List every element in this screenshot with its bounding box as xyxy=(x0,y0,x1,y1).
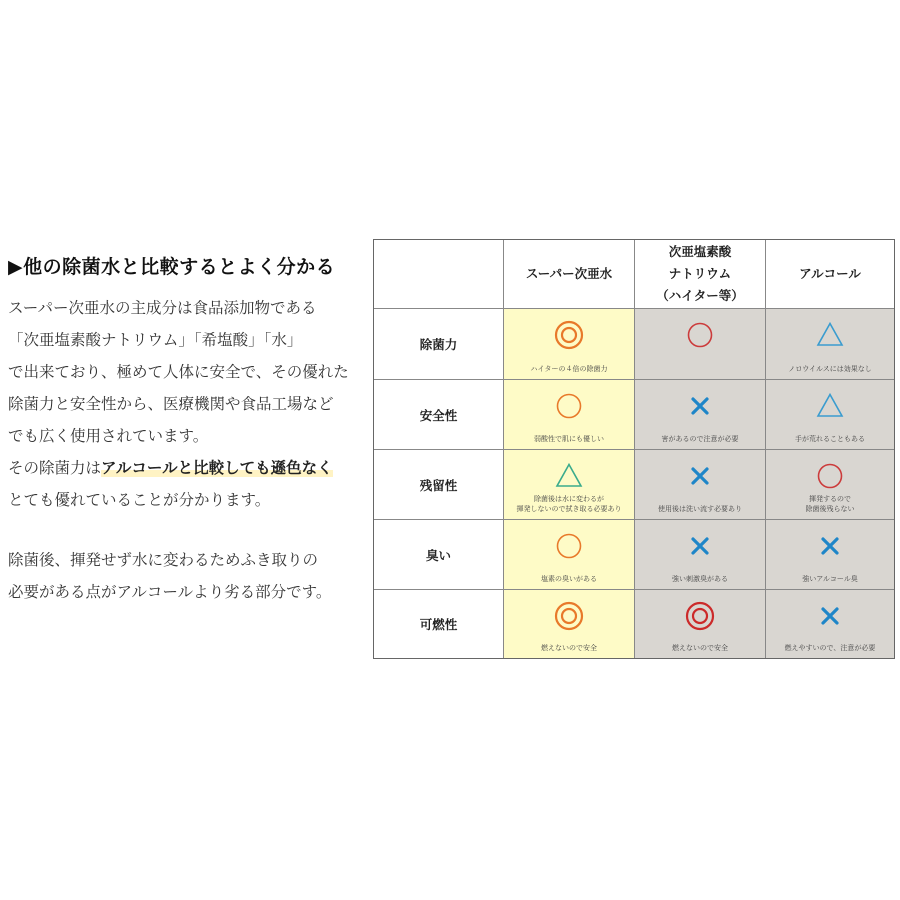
circle-icon xyxy=(685,320,715,350)
table-cell xyxy=(504,309,635,380)
circle-icon xyxy=(554,391,584,421)
body-line: でも広く使用されています。 xyxy=(8,427,209,445)
table-cell xyxy=(504,380,635,450)
table-cell xyxy=(635,450,766,520)
table-cell xyxy=(504,450,635,520)
emphasis-line xyxy=(8,452,370,484)
circle-icon xyxy=(554,531,584,561)
body-line: 「次亜塩素酸ナトリウム」「希塩酸」「水」 xyxy=(8,331,303,349)
cross-icon xyxy=(815,531,845,561)
body-line: 除菌後、揮発せず水に変わるためふき取りの xyxy=(8,551,319,569)
cell-note xyxy=(504,494,634,514)
cell-note-line: ハイターの４倍の除菌力 xyxy=(530,365,608,373)
double-circle-icon xyxy=(554,320,584,350)
cell-note-line: 使用後は洗い流す必要あり xyxy=(658,505,742,513)
cell-note-line: 強いアルコール臭 xyxy=(802,575,858,583)
cell-note xyxy=(504,574,634,584)
emphasis-highlight: アルコールと比較しても遜色なく xyxy=(101,459,333,477)
cell-note-line: ノロウイルスには効果なし xyxy=(788,365,872,373)
cell-note xyxy=(766,434,894,444)
cell-note-line: 弱酸性で肌にも優しい xyxy=(534,435,604,443)
column-header xyxy=(635,240,766,309)
row-label: 除菌力 xyxy=(374,309,504,380)
cell-note-line: 強い刺激臭がある xyxy=(672,575,728,583)
cell-note-line: 燃えないので安全 xyxy=(672,644,728,652)
table-cell xyxy=(635,520,766,590)
triangle-icon xyxy=(815,391,845,421)
cell-note xyxy=(635,434,765,444)
triangle-icon xyxy=(554,461,584,491)
body-line: スーパー次亜水の主成分は食品添加物である xyxy=(8,299,317,317)
row-label: 可燃性 xyxy=(374,590,504,658)
cell-note-line: 塩素の臭いがある xyxy=(541,575,597,583)
column-header-line: ナトリウム xyxy=(668,266,732,281)
double-circle-icon xyxy=(554,601,584,631)
cell-note-line: 揮発しないので拭き取る必要あり xyxy=(516,505,622,513)
cell-note xyxy=(635,574,765,584)
column-header-line: アルコール xyxy=(799,266,861,281)
body-line: 必要がある点がアルコールより劣る部分です。 xyxy=(8,583,332,601)
cell-note-line: 揮発するので xyxy=(809,495,851,503)
left-text-block xyxy=(8,252,370,608)
triangle-icon xyxy=(815,320,845,350)
cell-note xyxy=(504,364,634,374)
column-header-line: （ハイター等） xyxy=(656,288,744,303)
paragraph-gap xyxy=(8,516,370,544)
body-line: とても優れていることが分かります。 xyxy=(8,491,271,509)
cell-note-line: 害があるので注意が必要 xyxy=(661,435,739,443)
cell-note xyxy=(766,364,894,374)
column-header xyxy=(766,240,894,309)
cell-note-line: 除菌後は水に変わるが xyxy=(534,495,604,503)
cross-icon xyxy=(685,391,715,421)
comparison-table xyxy=(373,239,895,659)
cell-note xyxy=(766,643,894,653)
section-heading: ▶他の除菌水と比較するとよく分かる xyxy=(8,256,336,278)
cell-note xyxy=(504,434,634,444)
cell-note-line: 除菌後残らない xyxy=(805,505,855,513)
cross-icon xyxy=(685,461,715,491)
table-cell xyxy=(766,450,894,520)
column-header-line: 次亜塩素酸 xyxy=(668,244,732,259)
cell-note xyxy=(766,574,894,584)
cell-note-line: 燃えやすいので、注意が必要 xyxy=(784,644,876,652)
emphasis-line-before: その除菌力は xyxy=(8,459,102,477)
cell-note xyxy=(635,504,765,514)
table-corner xyxy=(374,240,504,309)
table-cell xyxy=(504,590,635,658)
row-label: 残留性 xyxy=(374,450,504,520)
body-line: 除菌力と安全性から、医療機関や食品工場など xyxy=(8,395,334,413)
column-header xyxy=(504,240,635,309)
cross-icon xyxy=(815,601,845,631)
table-cell xyxy=(635,590,766,658)
double-circle-icon xyxy=(685,601,715,631)
cell-note-line: 燃えないので安全 xyxy=(541,644,597,652)
table-cell xyxy=(635,309,766,380)
table-cell xyxy=(766,590,894,658)
table-cell xyxy=(504,520,635,590)
cell-note xyxy=(635,643,765,653)
cross-icon xyxy=(685,531,715,561)
row-label: 臭い xyxy=(374,520,504,590)
table-cell xyxy=(635,380,766,450)
circle-icon xyxy=(815,461,845,491)
table-cell xyxy=(766,309,894,380)
cell-note-line: 手が荒れることもある xyxy=(795,435,865,443)
row-label: 安全性 xyxy=(374,380,504,450)
table-cell xyxy=(766,380,894,450)
cell-note xyxy=(766,494,894,514)
cell-note xyxy=(504,643,634,653)
column-header-line: スーパー次亜水 xyxy=(525,266,613,281)
body-line: で出来ており、極めて人体に安全で、その優れた xyxy=(8,363,349,381)
table-cell xyxy=(766,520,894,590)
